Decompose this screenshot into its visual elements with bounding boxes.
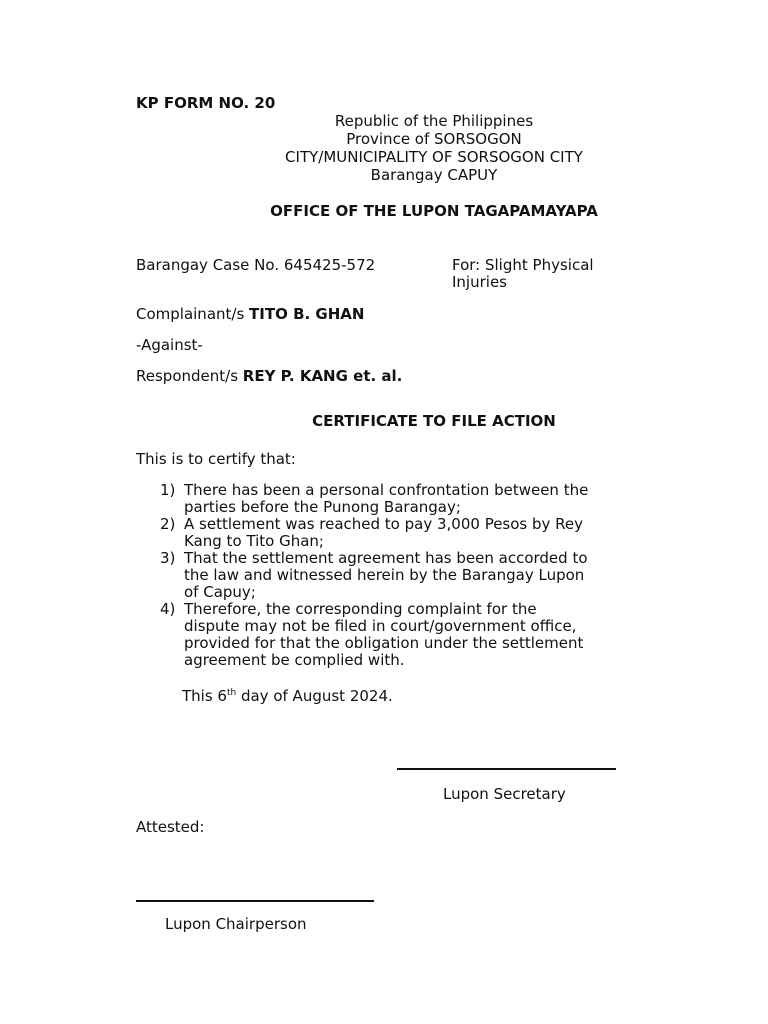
header-province: Province of SORSOGON	[346, 130, 522, 148]
list-item-line: Kang to Tito Ghan;	[184, 532, 324, 550]
list-item-line: There has been a personal confrontation between the	[184, 481, 589, 499]
office-title: OFFICE OF THE LUPON TAGAPAMAYAPA	[270, 202, 598, 220]
list-item-line: of Capuy;	[184, 583, 256, 601]
list-item-line: Therefore, the corresponding complaint for the	[184, 600, 537, 618]
case-for-continued: Injuries	[452, 273, 507, 291]
respondent-line	[136, 367, 402, 385]
document-header	[234, 112, 634, 188]
header-city: CITY/MUNICIPALITY OF SORSOGON CITY	[285, 148, 583, 166]
list-item	[160, 601, 680, 669]
complainant-label: Complainant/s	[136, 305, 250, 323]
list-item	[160, 482, 680, 516]
header-republic: Republic of the Philippines	[334, 112, 534, 130]
list-item-number: 4)	[160, 600, 176, 618]
list-item-number: 3)	[160, 549, 176, 567]
chairperson-label: Lupon Chairperson	[165, 915, 307, 933]
list-item-line: A settlement was reached to pay 3,000 Pesos by Rey	[184, 515, 584, 533]
list-item-line: That the settlement agreement has been accorded to	[184, 549, 588, 567]
list-item-number: 2)	[160, 515, 176, 533]
list-item-line: dispute may not be filed in court/government office,	[184, 617, 577, 635]
date-ordinal-suffix: th	[226, 688, 237, 698]
certification-list	[160, 482, 680, 669]
date-suffix: day of August 2024.	[236, 687, 393, 705]
form-number: KP FORM NO. 20	[136, 94, 276, 112]
header-barangay: Barangay CAPUY	[370, 166, 498, 184]
date-line	[182, 687, 393, 705]
against-label: -Against-	[136, 336, 203, 354]
secretary-signature-line	[397, 768, 616, 770]
certify-intro: This is to certify that:	[136, 450, 296, 468]
respondent-name: REY P. KANG et. al.	[242, 367, 403, 385]
list-item-line: agreement be complied with.	[184, 651, 405, 669]
complainant-name: TITO B. GHAN	[249, 305, 365, 323]
list-item	[160, 516, 680, 550]
secretary-label: Lupon Secretary	[443, 785, 566, 803]
case-number: Barangay Case No. 645425-572	[136, 256, 376, 274]
list-item-line: the law and witnessed herein by the Barangay Lupon	[184, 566, 585, 584]
date-prefix: This 6	[182, 687, 227, 705]
certificate-title: CERTIFICATE TO FILE ACTION	[312, 412, 556, 430]
list-item-number: 1)	[160, 481, 176, 499]
case-for: For: Slight Physical	[452, 256, 594, 274]
complainant-line	[136, 305, 364, 323]
list-item-line: parties before the Punong Barangay;	[184, 498, 461, 516]
list-item-line: provided for that the obligation under the settlement	[184, 634, 584, 652]
attested-label: Attested:	[136, 818, 205, 836]
respondent-label: Respondent/s	[136, 367, 243, 385]
list-item	[160, 550, 680, 601]
chairperson-signature-line	[136, 900, 374, 902]
